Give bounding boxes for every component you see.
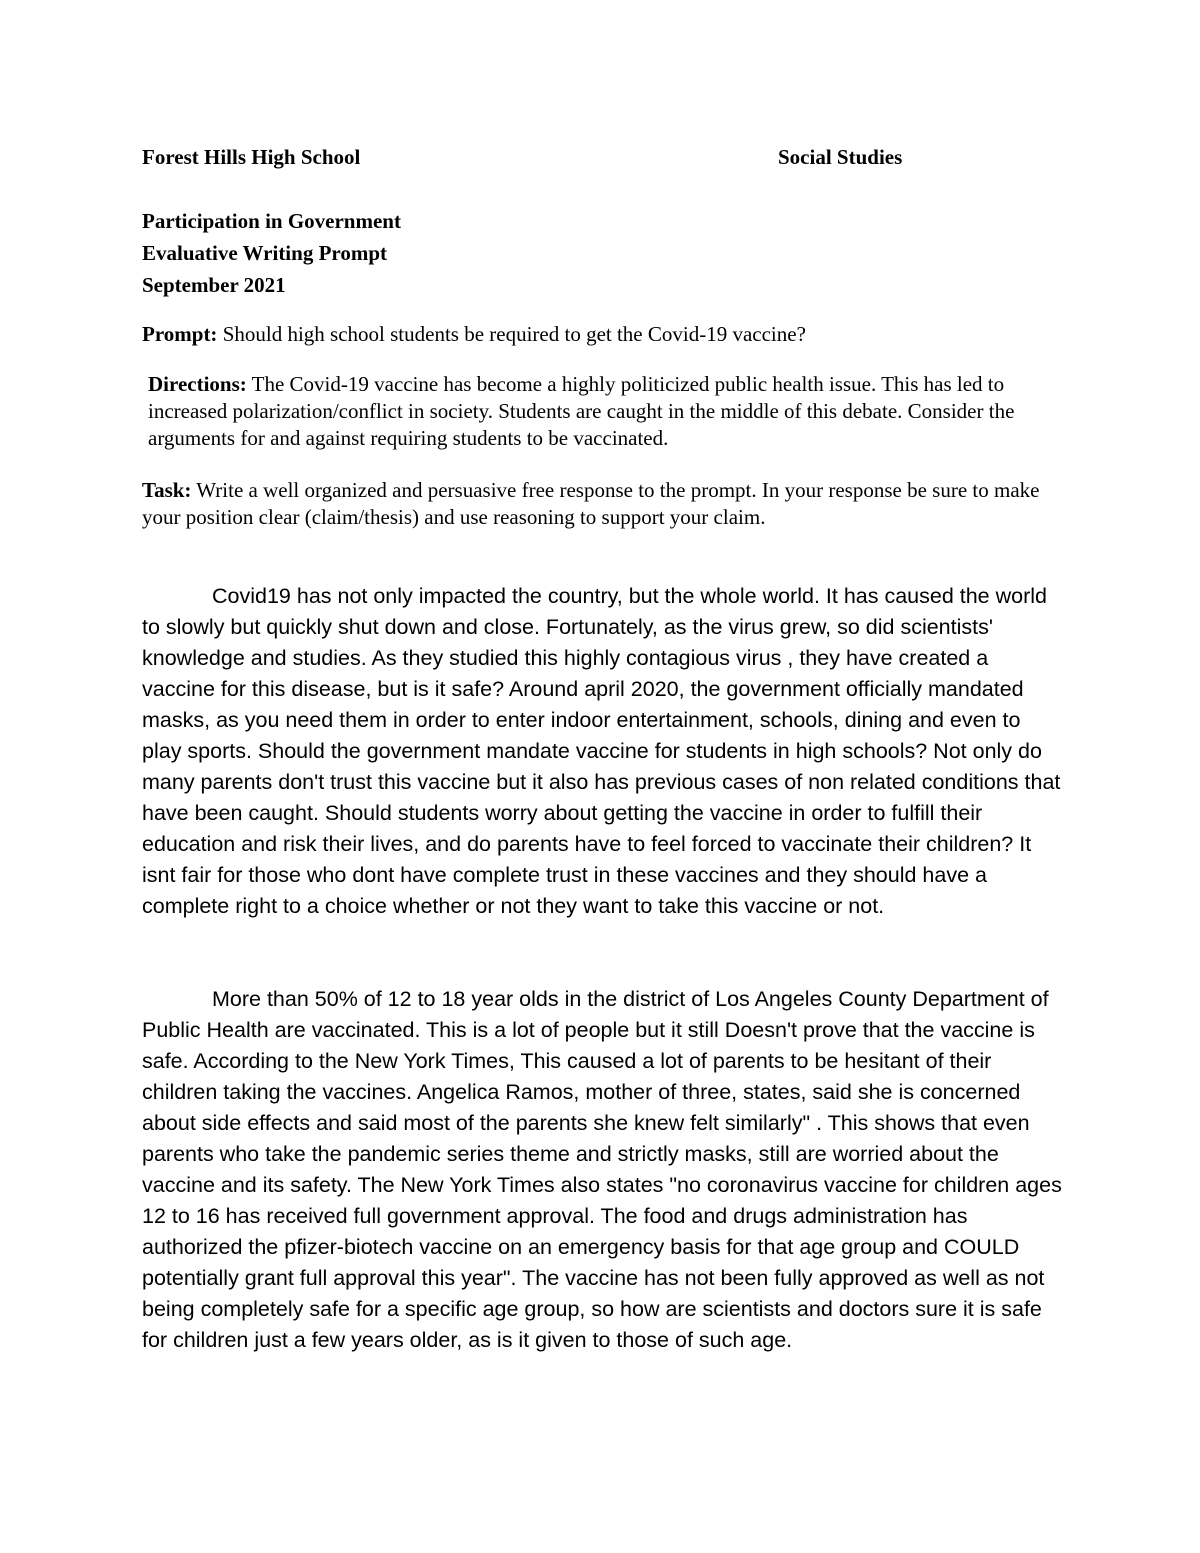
assignment-title: Evaluative Writing Prompt <box>142 241 388 265</box>
essay-paragraph-2: More than 50% of 12 to 18 year olds in the district of Los Angeles County Department of Public Health are vaccinated. This is a lot of people but it still Doesn't prove that the vaccine is safe. According to the New York Times, This caused a lot of parents to be hesitant of their children taking the vaccines. Angelica Ramos, mother of three, states, said she is concerned about side effects and said most of the parents she knew felt similarly" . This shows that even parents who take the pandemic series theme and strictly masks, still are worried about the vaccine and its safety. The New York Times also states "no coronavirus vaccine for children ages 12 to 16 has received full government approval. The food and drugs administration has authorized the pfizer-biotech vaccine on an emergency basis for that age group and COULD potentially grant full approval this year". The vaccine has not been fully approved as well as not being completely safe for a specific age group, so how are scientists and doctors sure it is safe for children just a few years older, as is it given to those of such age. <box>142 987 1062 1352</box>
prompt-paragraph <box>142 321 1082 348</box>
essay-paragraph-1: Covid19 has not only impacted the country, but the whole world. It has caused the world to slowly but quickly shut down and close. Fortunately, as the virus grew, so did scientists' knowledge and studies. As they studied this highly contagious virus , they have created a vaccine for this disease, but is it safe? Around april 2020, the government officially mandated masks, as you need them in order to enter indoor entertainment, schools, dining and even to play sports. Should the government mandate vaccine for students in high schools? Not only do many parents don't trust this vaccine but it also has previous cases of non related conditions that have been caught. Should students worry about getting the vaccine in order to fulfill their education and risk their lives, and do parents have to feel forced to vaccinate their children? It isnt fair for those who dont have complete trust in these vaccines and they should have a complete right to a choice whether or not they want to take this vaccine or not. <box>142 584 1061 918</box>
prompt-label: Prompt: <box>142 322 218 346</box>
subject-name: Social Studies <box>778 145 903 169</box>
task-label: Task: <box>142 478 192 502</box>
directions-text: The Covid-19 vaccine has become a highly politicized public health issue. This has led to increased polarization/conflict in society. Students are caught in the middle of this debate. Consider the arguments for and against requiring students to be vaccinated. <box>148 372 1015 450</box>
prompt-text: Should high school students be required to get the Covid-19 vaccine? <box>217 322 806 346</box>
directions-paragraph <box>142 371 1082 452</box>
school-name: Forest Hills High School <box>142 145 361 169</box>
task-paragraph <box>142 477 1082 531</box>
directions-label: Directions: <box>148 372 247 396</box>
task-text: Write a well organized and persuasive free response to the prompt. In your response be sure to make your position clear (claim/thesis) and use reasoning to support your claim. <box>142 478 1040 529</box>
assignment-date: September 2021 <box>142 273 286 297</box>
course-title: Participation in Government <box>142 209 401 233</box>
assignment-titles <box>142 205 401 301</box>
